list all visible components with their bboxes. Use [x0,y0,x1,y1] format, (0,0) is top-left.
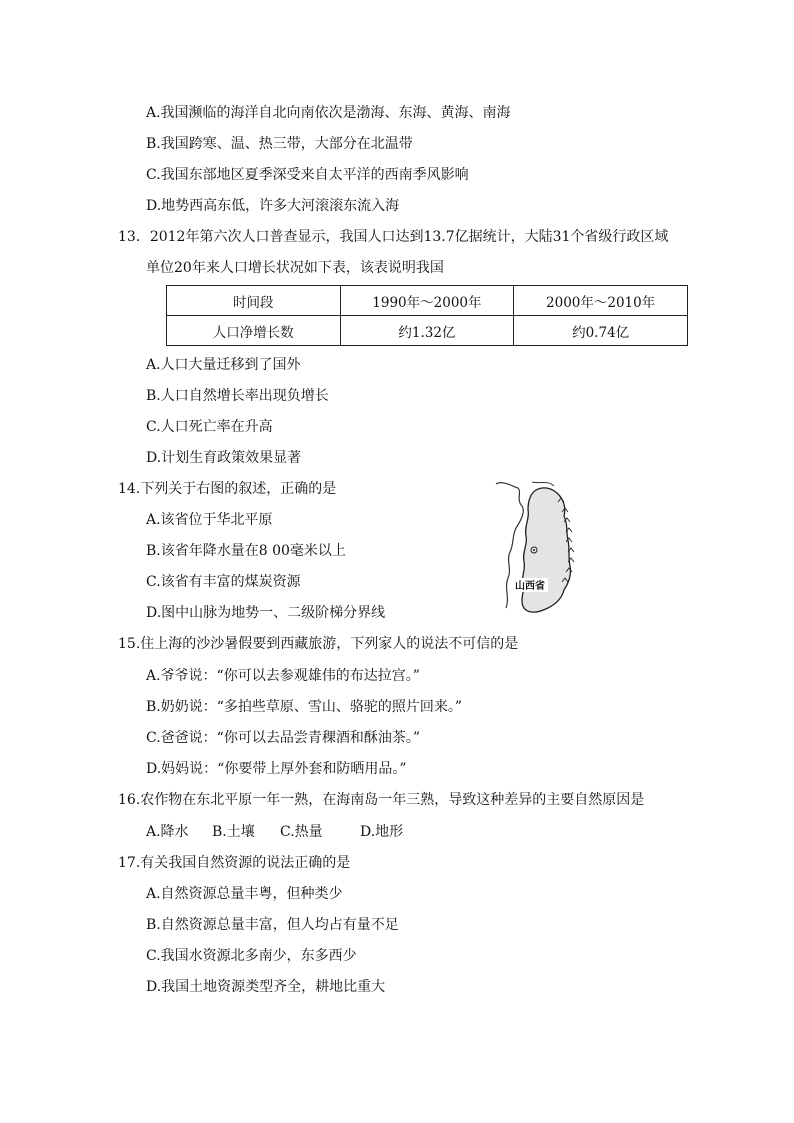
q13-stem-line2: 单位20年来人口增长状况如下表，该表说明我国 [146,260,444,276]
q13-option-c: C.人口死亡率在升高 [146,419,273,435]
q16-options [146,822,403,842]
q12-option-d: D.地势西高东低，许多大河滚滚东流入海 [146,198,400,214]
table-cell: 1990年～2000年 [340,286,514,316]
q14-option-b: B.该省年降水量在8 00毫米以上 [146,543,346,559]
q12-option-c: C.我国东部地区夏季深受来自太平洋的西南季风影响 [146,167,469,183]
q17-option-d: D.我国土地资源类型齐全，耕地比重大 [146,979,386,995]
table-row [167,286,688,316]
q16-option-b: B.土壤 [212,824,255,840]
table-cell: 约0.74亿 [514,316,688,346]
q13-option-b: B.人口自然增长率出现负增长 [146,388,329,404]
table-cell: 人口净增长数 [167,316,341,346]
q14-option-a: A.该省位于华北平原 [146,512,273,528]
q13-option-a: A.人口大量迁移到了国外 [146,357,301,373]
table-row [167,316,688,346]
q16-option-a: A.降水 [146,824,189,840]
q14-stem: 14.下列关于右图的叙述，正确的是 [118,481,337,497]
table-cell: 约1.32亿 [340,316,514,346]
q12-option-a: A.我国濒临的海洋自北向南依次是渤海、东海、黄海、南海 [146,105,511,121]
q16-option-d: D.地形 [360,824,404,840]
q16-stem: 16.农作物在东北平原一年一熟，在海南岛一年三熟，导致这种差异的主要自然原因是 [118,792,645,808]
q13-table [166,285,688,346]
q15-option-c: C.爸爸说：“你可以去品尝青稞酒和酥油茶。” [146,730,420,746]
shanxi-map [492,478,600,624]
q14-option-c: C.该省有丰富的煤炭资源 [146,574,301,590]
q15-option-d: D.妈妈说：“你要带上厚外套和防晒用品。” [146,761,407,777]
table-cell: 2000年～2010年 [514,286,688,316]
q14-option-d: D.图中山脉为地势一、二级阶梯分界线 [146,605,386,621]
q17-option-b: B.自然资源总量丰富，但人均占有量不足 [146,917,399,933]
border-line [532,482,554,486]
capital-marker-dot [533,549,535,551]
q12-option-b: B.我国跨寒、温、热三带，大部分在北温带 [146,136,413,152]
q17-option-c: C.我国水资源北多南少，东多西少 [146,948,357,964]
q13-stem-line1: 13．2012年第六次人口普查显示，我国人口达到13.7亿据统计，大陆31个省级行政区域 [118,229,669,245]
q13-option-d: D.计划生育政策效果显著 [146,450,302,466]
q15-stem: 15.住上海的沙沙暑假要到西藏旅游，下列家人的说法不可信的是 [118,636,519,652]
q16-option-c: C.热量 [280,824,323,840]
q17-option-a: A.自然资源总量丰粤，但种类少 [146,886,343,902]
province-shape [522,488,571,612]
q15-option-a: A.爷爷说：“你可以去参观雄伟的布达拉宫。” [146,668,420,684]
q17-stem: 17.有关我国自然资源的说法正确的是 [118,855,351,871]
table-cell: 时间段 [167,286,341,316]
map-label: 山西省 [515,581,545,592]
q15-option-b: B.奶奶说：“多拍些草原、雪山、骆驼的照片回来。” [146,699,463,715]
